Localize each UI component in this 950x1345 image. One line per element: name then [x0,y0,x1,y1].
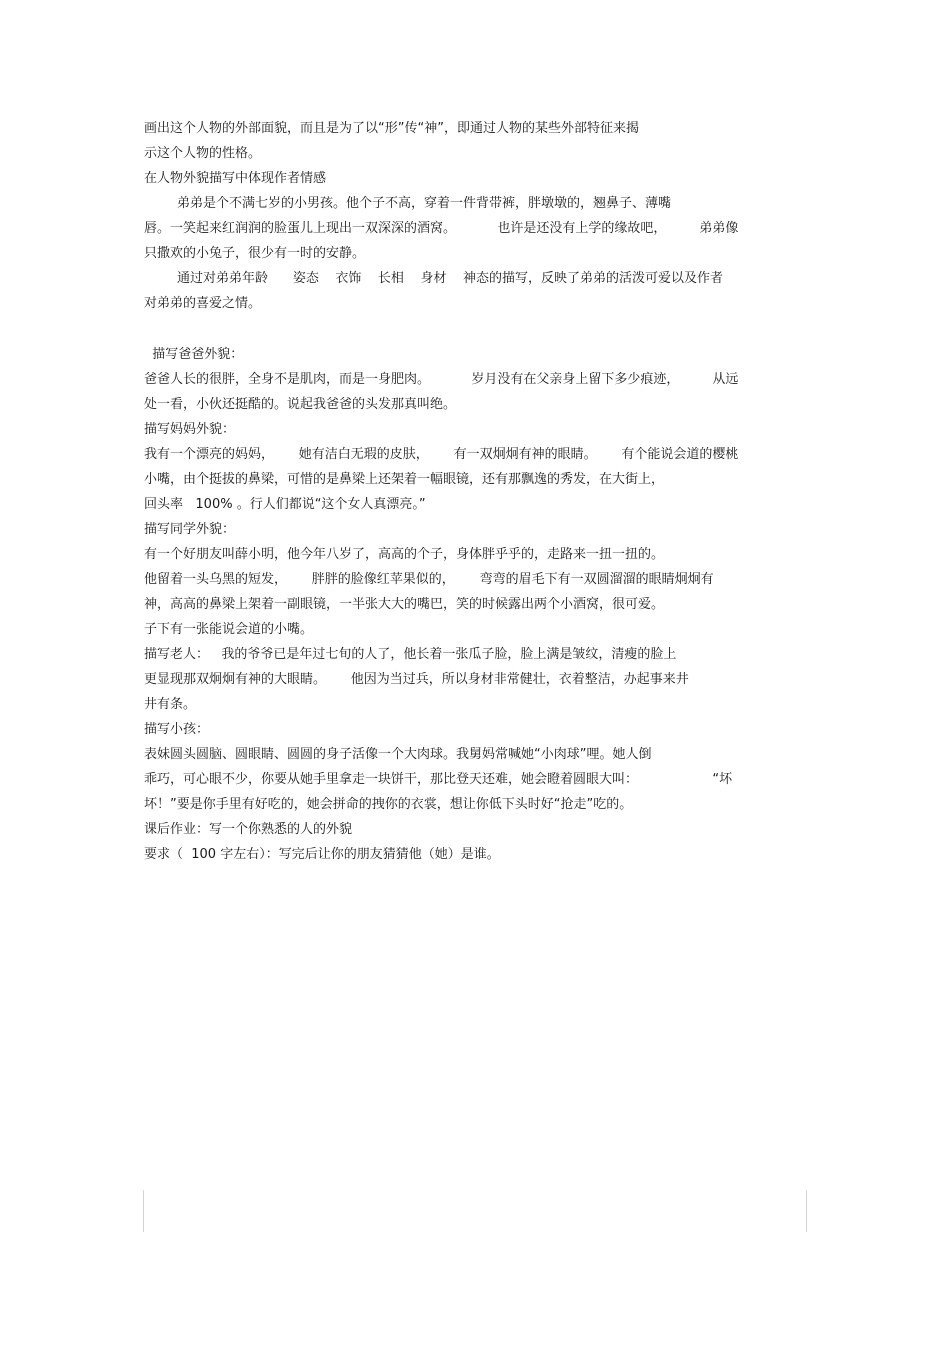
text-line: 我有一个漂亮的妈妈， 她有洁白无瑕的皮肤， 有一双炯炯有神的眼睛。 有个能说会道的樱桃 [144,447,739,462]
section-heading: 描写爸爸外貌： [144,347,244,362]
page-margin-mark-right [806,1190,807,1232]
text-line: 神，高高的鼻梁上架着一副眼镜，一半张大大的嘴巴，笑的时候露出两个小酒窝，很可爱。 [144,597,665,612]
text-line: 示这个人物的性格。 [144,146,262,161]
text-line: 弟弟是个不满七岁的小男孩。他个子不高，穿着一件背带裤，胖墩墩的，翘鼻子、薄嘴 [144,196,672,211]
homework-title: 课后作业：写一个你熟悉的人的外貌 [144,822,353,837]
homework-requirement: 要求（ 100 字左右）：写完后让你的朋友猜猜他（她）是谁。 [144,847,500,862]
text-line: 井有条。 [144,697,197,712]
text-line: 子下有一张能说会道的小嘴。 [144,622,314,637]
text-line: 表妹圆头圆脑、圆眼睛、圆圆的身子活像一个大肉球。我舅妈常喊她“小肉球”哩。她人倒 [144,747,652,762]
text-line: 乖巧，可心眼不少，你要从她手里拿走一块饼干，那比登天还难，她会瞪着圆眼大叫： “坏 [144,772,733,787]
text-line: 有一个好朋友叫薛小明，他今年八岁了，高高的个子，身体胖乎乎的，走路来一扭一扭的。 [144,547,665,562]
text-line: 通过对弟弟年龄 姿态 衣饰 长相 身材 神态的描写，反映了弟弟的活泼可爱以及作者 [144,271,723,286]
section-heading: 描写小孩： [144,722,210,737]
section-heading: 描写妈妈外貌： [144,422,236,437]
text-line: 爸爸人长的很胖，全身不是肌肉，而是一身肥肉。 岁月没有在父亲身上留下多少痕迹， 从远 [144,372,739,387]
text-line: 小嘴，由个挺拔的鼻梁，可惜的是鼻梁上还架着一幅眼镜，还有那飘逸的秀发，在大街上， [144,472,665,487]
text-line: 只撒欢的小兔子，很少有一时的安静。 [144,246,366,261]
text-line: 对弟弟的喜爱之情。 [144,296,262,311]
section-heading: 在人物外貌描写中体现作者情感 [144,171,327,186]
text-line: 画出这个人物的外部面貌，而且是为了以“形”传“神”，即通过人物的某些外部特征来揭 [144,121,639,136]
text-line: 更显现那双炯炯有神的大眼睛。 他因为当过兵，所以身材非常健壮，衣着整洁，办起事来井 [144,672,689,687]
text-line: 唇。一笑起来红润润的脸蛋儿上现出一双深深的酒窝。 也许是还没有上学的缘故吧， 弟弟像 [144,221,739,236]
text-line: 坏！”要是你手里有好吃的，她会拼命的拽你的衣裳，想让你低下头时好“抢走”吃的。 [144,797,633,812]
text-line: 他留着一头乌黑的短发， 胖胖的脸像红苹果似的， 弯弯的眉毛下有一双圆溜溜的眼睛炯炯有 [144,572,714,587]
text-line: 处一看，小伙还挺酷的。说起我爸爸的头发那真叫绝。 [144,397,457,412]
text-line: 描写老人： 我的爷爷已是年过七旬的人了，他长着一张瓜子脸，脸上满是皱纹，清瘦的脸上 [144,647,677,662]
text-line: 回头率 100% 。行人们都说“这个女人真漂亮。” [144,497,426,512]
section-heading: 描写同学外貌： [144,522,236,537]
page-margin-mark-left [143,1190,144,1232]
